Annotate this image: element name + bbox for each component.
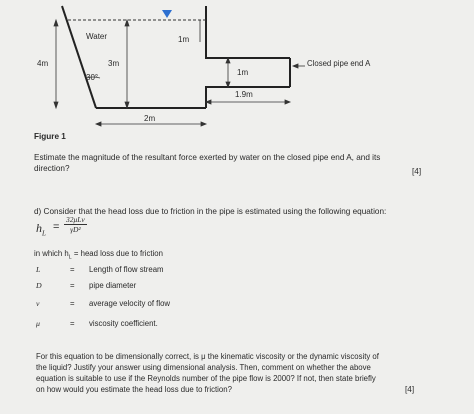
- label-2m: 2m: [144, 114, 156, 123]
- equation-numerator: 32μLv: [66, 215, 85, 224]
- label-4m: 4m: [37, 59, 49, 68]
- question-d-marks: [4]: [405, 385, 415, 394]
- dimension-1-9m: [206, 100, 290, 104]
- label-3m: 3m: [108, 59, 120, 68]
- question-page: Water 4m 3m 30° 1m 1m 1.9m 2m Closed pipe end A Figure 1 Estimate the magnitude of the resultant force exerted by water on the closed pipe end A, and its direction? [4] d) Consider that the head loss due to friction in the pipe is estimated using the following equation: $h_L$ = 32μLv γD² in which $h_L$ = head loss due to friction L = Length of flow stream D = pipe diameter v = average velocity of flow μ = viscosity coefficient. For this equation to be dimensionally correct, is μ the kinematic viscosity or the dynamic viscosity of the liquid? Justify your answer using dimensional analysis. Then, comment on whether the above equation is suitable to use if the Reynolds number of the pipe flow is 2000? If not, then state briefly on how would you estimate the head loss due to friction? [4]: [0, 0, 474, 414]
- para-line3: equation is suitable to use if the Reynolds number of the pipe flow is 2000? If not, then state briefly: [36, 374, 376, 383]
- label-top-1m: 1m: [178, 35, 190, 44]
- para-line4: on how would you estimate the head loss due to friction?: [36, 385, 232, 394]
- question-c-marks: [4]: [412, 167, 422, 176]
- question-c-line1: Estimate the magnitude of the resultant force exerted by water on the closed pipe end A, and its: [34, 153, 381, 162]
- label-1-9m: 1.9m: [235, 90, 253, 99]
- figure-caption: Figure 1: [34, 132, 66, 141]
- label-pipe-1m: 1m: [237, 68, 249, 77]
- dimension-3m: [125, 20, 129, 108]
- surface-marker-icon: [162, 10, 172, 18]
- tank-outline: [62, 6, 290, 108]
- label-closed-end: Closed pipe end A: [307, 59, 371, 68]
- dimension-4m: [54, 20, 58, 108]
- label-30deg: 30°: [86, 73, 99, 82]
- question-d-intro: d) Consider that the head loss due to friction in the pipe is estimated using the following equation:: [34, 207, 387, 216]
- question-c-line2: direction?: [34, 164, 70, 173]
- dimension-pipe-1m: [226, 58, 230, 87]
- para-line2: the liquid? Justify your answer using dimensional analysis. Then, comment on whether the above: [36, 363, 371, 372]
- equation-denominator: γD²: [70, 225, 81, 234]
- tank-pipe-diagram: [0, 0, 474, 140]
- para-line1: For this equation to be dimensionally correct, is μ the kinematic viscosity or the dynamic viscosity of: [36, 352, 379, 361]
- which-line: in which $h_L$ = head loss due to friction: [34, 249, 163, 261]
- closed-end-arrow: [293, 64, 305, 68]
- label-water: Water: [86, 32, 108, 41]
- head-loss-equation: $h_L$ = 32μLv γD²: [36, 215, 85, 238]
